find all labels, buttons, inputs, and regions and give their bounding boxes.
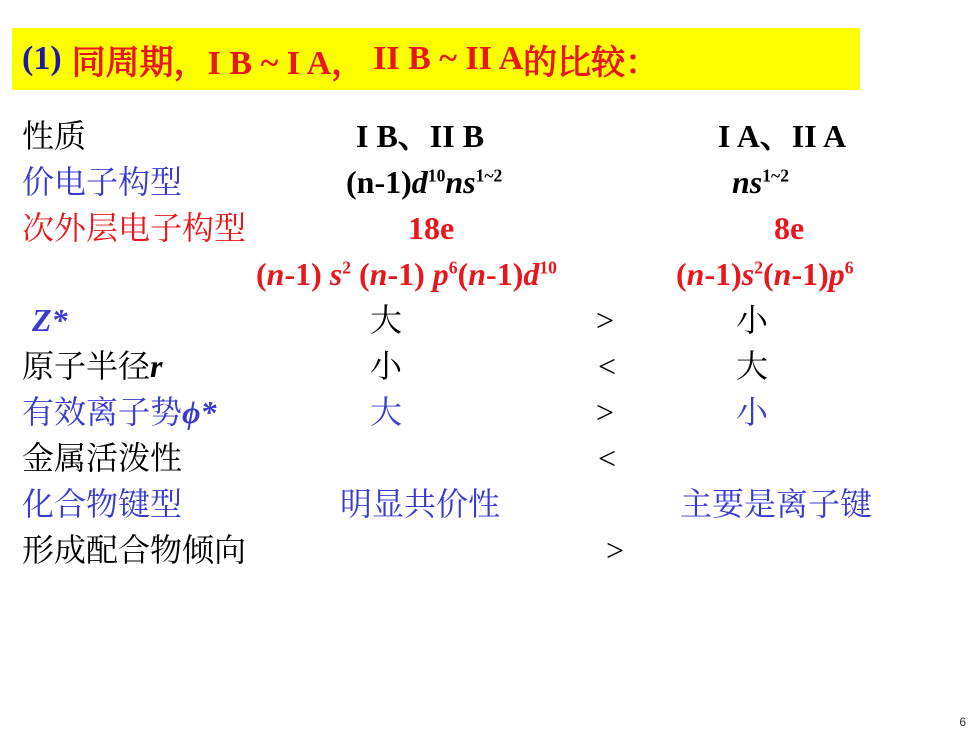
sd1-p5: ( [457, 256, 469, 292]
sd1-n1: n [266, 256, 285, 292]
zstar-col2: 小 [736, 302, 769, 338]
bond-col2: 主要是离子键 [680, 486, 873, 522]
sd1-s: s [329, 256, 343, 292]
subshell-property: 次外层电子构型 [22, 210, 247, 246]
valence-col1 [346, 159, 502, 205]
sd1-p1: ( [256, 256, 267, 292]
row-complex [0, 527, 980, 573]
potential-cmp: > [596, 394, 615, 430]
header-col2: I A、II A [718, 118, 847, 154]
sd1-p4: -1) [387, 256, 433, 292]
complex-property: 形成配合物倾向 [22, 532, 247, 568]
title-groups-b: II B ~ II A [373, 40, 524, 77]
page-number: 6 [959, 715, 966, 729]
valence-col1-pre: (n-1) [346, 164, 412, 200]
sd1-d: d [523, 256, 540, 292]
row-subshell [0, 205, 980, 251]
sd2-p4: -1) [791, 256, 829, 292]
metal-property: 金属活泼性 [22, 440, 183, 476]
potential-col2: 小 [736, 394, 769, 430]
radius-property [22, 343, 162, 389]
title-suffix: 的比较： [523, 44, 660, 82]
subshell-detail-col1 [256, 251, 557, 297]
subshell-col2: 8e [774, 210, 805, 246]
radius-property-label: 原子半径 [22, 348, 151, 384]
sd2-s: s [741, 256, 755, 292]
row-bond [0, 481, 980, 527]
row-potential [0, 389, 980, 435]
sd1-p-sup: 6 [448, 257, 458, 278]
valence-col1-d-sup: 10 [427, 165, 446, 186]
title-number: (1) [22, 40, 62, 77]
valence-col2-ns-sup: 1~2 [762, 165, 789, 186]
title-groups-a: I B ~ I A， [207, 44, 366, 82]
row-valence [0, 159, 980, 205]
radius-cmp: < [598, 348, 617, 384]
row-radius [0, 343, 980, 389]
valence-col2 [732, 159, 789, 205]
zstar-col1: 大 [370, 302, 403, 338]
bond-property: 化合物键型 [22, 486, 183, 522]
sd2-p3: ( [763, 256, 774, 292]
subshell-col1: 18e [408, 210, 455, 246]
radius-col1: 小 [370, 348, 403, 384]
zstar-property: Z* [32, 302, 68, 338]
valence-col1-ns: ns [445, 164, 476, 200]
bond-col1: 明显共价性 [340, 486, 501, 522]
sd1-p3: ( [351, 256, 370, 292]
sd2-n2: n [773, 256, 792, 292]
row-subshell-detail [0, 251, 980, 297]
sd2-p2: -1) [704, 256, 742, 292]
potential-property-label: 有效离子势 [22, 394, 183, 430]
potential-property [22, 389, 217, 435]
sd1-p6: -1) [486, 256, 524, 292]
complex-cmp: > [606, 532, 625, 568]
title-main: 同周期， [71, 44, 208, 82]
radius-col2: 大 [736, 348, 769, 384]
row-header [0, 113, 980, 159]
row-zstar [0, 297, 980, 343]
sd2-s-sup: 2 [754, 257, 764, 278]
row-metal [0, 435, 980, 481]
slide-title [12, 28, 860, 90]
sd1-p: p [432, 256, 449, 292]
sd2-p: p [828, 256, 845, 292]
sd2-p-sup: 6 [844, 257, 854, 278]
metal-cmp: < [598, 440, 617, 476]
sd2-n1: n [686, 256, 705, 292]
valence-col2-ns: ns [732, 164, 763, 200]
zstar-cmp: > [596, 302, 615, 338]
valence-col1-ns-sup: 1~2 [475, 165, 503, 186]
sd1-p2: -1) [284, 256, 330, 292]
sd1-d-sup: 10 [539, 257, 557, 278]
potential-col1: 大 [370, 394, 403, 430]
valence-col1-d: d [411, 164, 428, 200]
header-property: 性质 [22, 118, 87, 154]
sd2-p1: ( [676, 256, 687, 292]
sd1-n3: n [468, 256, 487, 292]
sd1-s-sup: 2 [342, 257, 352, 278]
subshell-detail-col2 [676, 251, 854, 297]
radius-symbol: r [150, 348, 163, 384]
valence-property: 价电子构型 [22, 164, 183, 200]
sd1-n2: n [369, 256, 388, 292]
potential-symbol: ϕ* [182, 394, 217, 430]
header-col1: I B、II B [356, 118, 485, 154]
